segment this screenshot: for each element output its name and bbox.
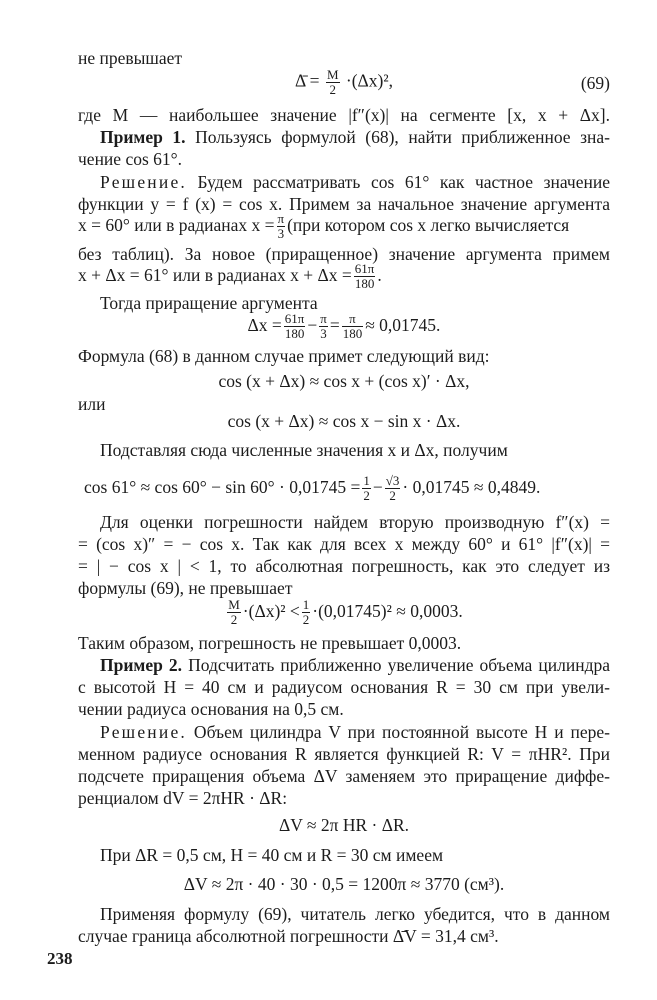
text-line: где M — наибольшее значение |f″(x)| на сегменте [x, x + Δx]. bbox=[78, 105, 610, 125]
text-line: случае граница абсолютной погрешности Δ̄V = 31,4 см³. bbox=[78, 926, 499, 946]
eq69-fraction: $\frac{M}{2}$ bbox=[326, 67, 339, 97]
solution-2-line: Решение. Объем цилиндра V при постоянной высоте H и пере- bbox=[100, 722, 610, 742]
solution-label: Решение. bbox=[100, 172, 187, 192]
equation-numeric: cos 61° ≈ cos 60° − sin 60° · 0,01745 = $\frac{1}{2}$ − $\frac{√3}{2}$ · 0,01745 ≈ 0,4849. bbox=[84, 473, 541, 504]
text-line: функции y = f (x) = cos x. Примем за начальное значение аргумента bbox=[78, 194, 610, 214]
equation-delta-x: Δx = $\frac{61\pi}{180}$ − $\frac{\pi}{3}$ = $\frac{\pi}{180}$ ≈ 0,01745. bbox=[247, 311, 441, 342]
text-line: подсчете приращения объема ΔV заменяем это приращение диффе- bbox=[78, 766, 610, 786]
text-line-with-fraction: x = 60° или в радианах x = $\frac{\pi}{3}$ (при котором cos x легко вычисляется bbox=[78, 211, 570, 242]
example-1-label: Пример 1. bbox=[100, 127, 186, 147]
text-line: менном радиусе основания R является функцией R: V = πHR². При bbox=[78, 744, 610, 764]
text-line-with-fraction: x + Δx = 61° или в радианах x + Δx = $\frac{61\pi}{180}$ . bbox=[78, 261, 382, 292]
text-line: с высотой H = 40 см и радиусом основания R = 30 см при увели- bbox=[78, 677, 610, 697]
eq69-lhs: Δ̄ = bbox=[295, 70, 320, 91]
pi-over-3-fraction: $\frac{\pi}{3}$ bbox=[277, 211, 285, 242]
equation-cos-2: cos (x + Δx) ≈ cos x − sin x · Δx. bbox=[227, 411, 461, 431]
text-line: Формула (68) в данном случае примет следующий вид: bbox=[78, 346, 490, 366]
text-line: = (cos x)″ = − cos x. Так как для всех x между 60° и 61° |f″(x)| = bbox=[78, 534, 610, 554]
text-line: формулы (69), не превышает bbox=[78, 578, 293, 598]
equation-69 bbox=[78, 68, 610, 97]
61pi-over-180-fraction: $\frac{61\pi}{180}$ bbox=[354, 261, 375, 292]
eq69-rhs: ·(Δx)², bbox=[345, 70, 393, 91]
text-line: = | − cos x | < 1, то абсолютная погрешность, как это следует из bbox=[78, 556, 610, 576]
equation-error-bound: $\frac{M}{2}$ ·(Δx)² < $\frac{1}{2}$ ·(0,01745)² ≈ 0,0003. bbox=[228, 597, 463, 628]
example-2-heading: Пример 2. Подсчитать приближенно увеличение объема цилиндра bbox=[100, 655, 610, 675]
text-line: чении радиуса основания на 0,5 см. bbox=[78, 699, 344, 719]
text-line: не превышает bbox=[78, 48, 183, 68]
text-line: ренциалом dV = 2πHR · ΔR: bbox=[78, 788, 288, 808]
equation-dv-1: ΔV ≈ 2π HR · ΔR. bbox=[278, 815, 410, 835]
text-line: При ΔR = 0,5 см, H = 40 см и R = 30 см имеем bbox=[100, 845, 444, 865]
text-line: без таблиц). За новое (приращенное) значение аргумента примем bbox=[78, 244, 610, 264]
text-line: чение cos 61°. bbox=[78, 149, 183, 169]
solution-1-line: Решение. Будем рассматривать cos 61° как частное значение bbox=[100, 172, 610, 192]
text-line: Подставляя сюда численные значения x и Δx, получим bbox=[100, 440, 508, 460]
sqrt3-over-2-fraction: $\frac{√3}{2}$ bbox=[385, 473, 400, 504]
example-1-heading: Пример 1. Пользуясь формулой (68), найти приближенное зна- bbox=[100, 127, 610, 147]
equation-cos-1: cos (x + Δx) ≈ cos x + (cos x)′ · Δx, bbox=[218, 371, 470, 391]
text-line: Таким образом, погрешность не превышает 0,0003. bbox=[78, 633, 462, 653]
text-line: Применяя формулу (69), читатель легко убедится, что в данном bbox=[100, 904, 610, 924]
equation-number-69: (69) bbox=[580, 73, 610, 93]
text-line: Для оценки погрешности найдем вторую производную f″(x) = bbox=[100, 512, 610, 532]
example-2-label: Пример 2. bbox=[100, 655, 183, 675]
text-line: Тогда приращение аргумента bbox=[100, 293, 318, 313]
solution-label: Решение. bbox=[100, 722, 187, 742]
page-number: 238 bbox=[47, 949, 73, 968]
equation-dv-2: ΔV ≈ 2π · 40 · 30 · 0,5 = 1200π ≈ 3770 (см³). bbox=[183, 874, 505, 894]
text-line: или bbox=[78, 394, 106, 414]
